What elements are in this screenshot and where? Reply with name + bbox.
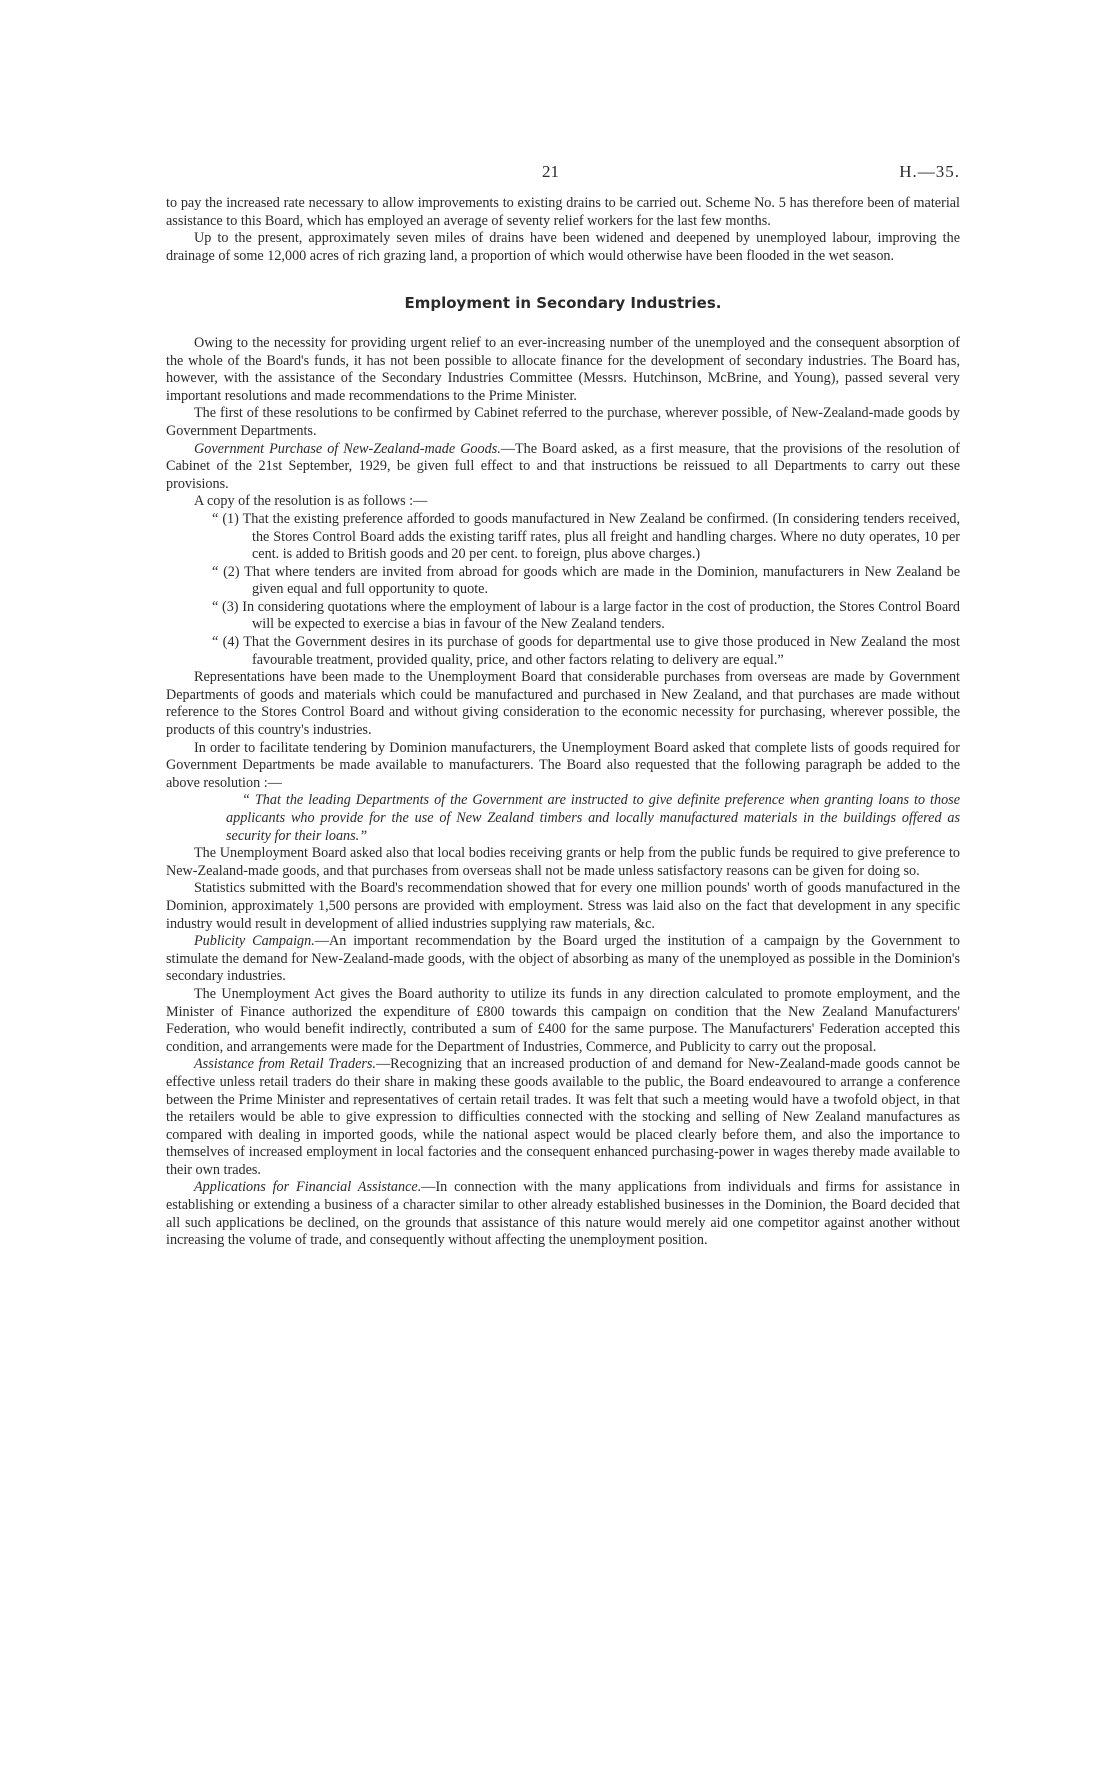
- quoted-paragraph: “ That the leading Departments of the Government are instructed to give definite preference when granting loans to those applicants who provide for the use of New Zealand timbers and locally manufactured materials in the buildings offered as security for their loans.”: [226, 792, 960, 844]
- paragraph-retail-traders: [166, 1056, 960, 1179]
- resolution-item-4: “ (4) That the Government desires in its purchase of goods for departmental use to give those produced in New Zealand the most favourable treatment, provided quality, price, and other factors relating to delivery are equal.”: [212, 634, 960, 668]
- paragraph-representations: Representations have been made to the Unemployment Board that considerable purchases from overseas are made by Government Departments of goods and materials which could be manufactured and purchased in New Zealand, and that purchases are made without reference to the Stores Control Board and without giving consideration to the economic necessity for purchasing, wherever possible, the products of this country's industries.: [166, 669, 960, 739]
- paragraph-intro-2: Up to the present, approximately seven miles of drains have been widened and deepened by unemployed labour, improving the drainage of some 12,000 acres of rich grazing land, a proportion of which would otherwise have been flooded in the wet season.: [166, 230, 960, 264]
- paragraph-financial-assistance: [166, 1179, 960, 1249]
- runin-heading: Government Purchase of New-Zealand-made Goods.: [194, 440, 501, 457]
- paragraph-text: —An important recommendation by the Board urged the institution of a campaign by the Government to stimulate the demand for New-Zealand-made goods, with the object of absorbing as many of the unemployed as possible in the Dominion's secondary industries.: [166, 933, 960, 985]
- resolution-item-1: “ (1) That the existing preference afforded to goods manufactured in New Zealand be confirmed. (In considering tenders received, the Stores Control Board adds the existing tariff rates, plus all freight and handling charges. Where no duty operates, 10 per cent. is added to British goods and 20 per cent. to foreign, plus above charges.): [212, 510, 960, 563]
- document-page: [166, 163, 960, 1250]
- paragraph-government-purchase: [166, 441, 960, 494]
- paragraph-text: —Recognizing that an increased production of and demand for New-Zealand-made goods cannot be effective unless retail traders do their share in making these goods available to the public, the Board endeavoured to arrange a conference between the Prime Minister and representatives of certain retail trades. It was felt that such a meeting would have a twofold object, in that the retailers would be able to give expression to difficulties connected with the stocking and selling of New Zealand manufactures as compared with dealing in imported goods, while the national aspect would be placed clearly before them, and also the importance to themselves of increased employment in local factories and the consequent enhanced purchasing-power in wages thereby made available to their own trades.: [166, 1056, 960, 1178]
- paragraph-copy-of-resolution: A copy of the resolution is as follows :—: [194, 493, 428, 510]
- runin-heading: Assistance from Retail Traders.: [194, 1056, 376, 1073]
- resolution-item-3: “ (3) In considering quotations where the employment of labour is a large factor in the cost of production, the Stores Control Board will be expected to exercise a bias in favour of the New Zealand tenders.: [212, 598, 960, 633]
- paragraph-intro-1: to pay the increased rate necessary to allow improvements to existing drains to be carried out. Scheme No. 5 has therefore been of material assistance to this Board, which has employed an average of seventy relief workers for the last few months.: [166, 195, 960, 229]
- paragraph-first-resolution: The first of these resolutions to be confirmed by Cabinet referred to the purchase, wherever possible, of New-Zealand-made goods by Government Departments.: [166, 405, 960, 439]
- resolution-item-2: “ (2) That where tenders are invited from abroad for goods which are made in the Dominion, manufacturers in New Zealand be given equal and full opportunity to quote.: [212, 563, 960, 598]
- paragraph-owing: Owing to the necessity for providing urgent relief to an ever-increasing number of the unemployed and the consequent absorption of the whole of the Board's funds, it has not been possible to allocate finance for the development of secondary industries. The Board has, however, with the assistance of the Secondary Industries Committee (Messrs. Hutchinson, McBrine, and Young), passed several very important resolutions and made recommendations to the Prime Minister.: [166, 334, 960, 404]
- paragraph-statistics: Statistics submitted with the Board's recommendation showed that for every one million pounds' worth of goods manufactured in the Dominion, approximately 1,500 persons are provided with employment. Stress was laid also on the fact that development in any specific industry would result in development of allied industries supplying raw materials, &c.: [166, 880, 960, 932]
- page-number: 21: [542, 162, 559, 181]
- paragraph-local-bodies: The Unemployment Board asked also that local bodies receiving grants or help from the public funds be required to give preference to New-Zealand-made goods, and that purchases from overseas shall not be made unless satisfactory reasons can be given for doing so.: [166, 845, 960, 879]
- runin-heading: Publicity Campaign.: [194, 933, 315, 950]
- runin-heading: Applications for Financial Assistance.: [194, 1179, 422, 1196]
- paragraph-unemployment-act: The Unemployment Act gives the Board authority to utilize its funds in any direction calculated to promote employment, and the Minister of Finance authorized the expenditure of £800 towards this campaign on condition that the New Zealand Manufacturers' Federation, who would benefit indirectly, contributed a sum of £400 for the same purpose. The Manufacturers' Federation accepted this condition, and arrangements were made for the Department of Industries, Commerce, and Publicity to carry out the proposal.: [166, 985, 960, 1055]
- paragraph-text: —The Board asked, as a first measure, that the provisions of the resolution of Cabinet of the 21st September, 1929, be given full effect to and that instructions be reissued to all Departments to carry out these provisions.: [166, 440, 960, 492]
- paragraph-tendering: In order to facilitate tendering by Dominion manufacturers, the Unemployment Board asked that complete lists of goods required for Government Departments be made available to manufacturers. The Board also requested that the following paragraph be added to the above resolution :—: [166, 739, 960, 791]
- page-header: [166, 163, 960, 189]
- paragraph-text: —In connection with the many applications from individuals and firms for assistance in establishing or extending a business of a character similar to other already established businesses in the Dominion, the Board decided that all such applications be declined, on the grounds that assistance of this nature would merely aid one competitor against another without increasing the volume of trade, and consequently without affecting the unemployment position.: [166, 1179, 960, 1249]
- paragraph-publicity-campaign: [166, 933, 960, 986]
- document-reference: H.—35.: [899, 162, 960, 181]
- section-heading: Employment in Secondary Industries.: [404, 294, 722, 313]
